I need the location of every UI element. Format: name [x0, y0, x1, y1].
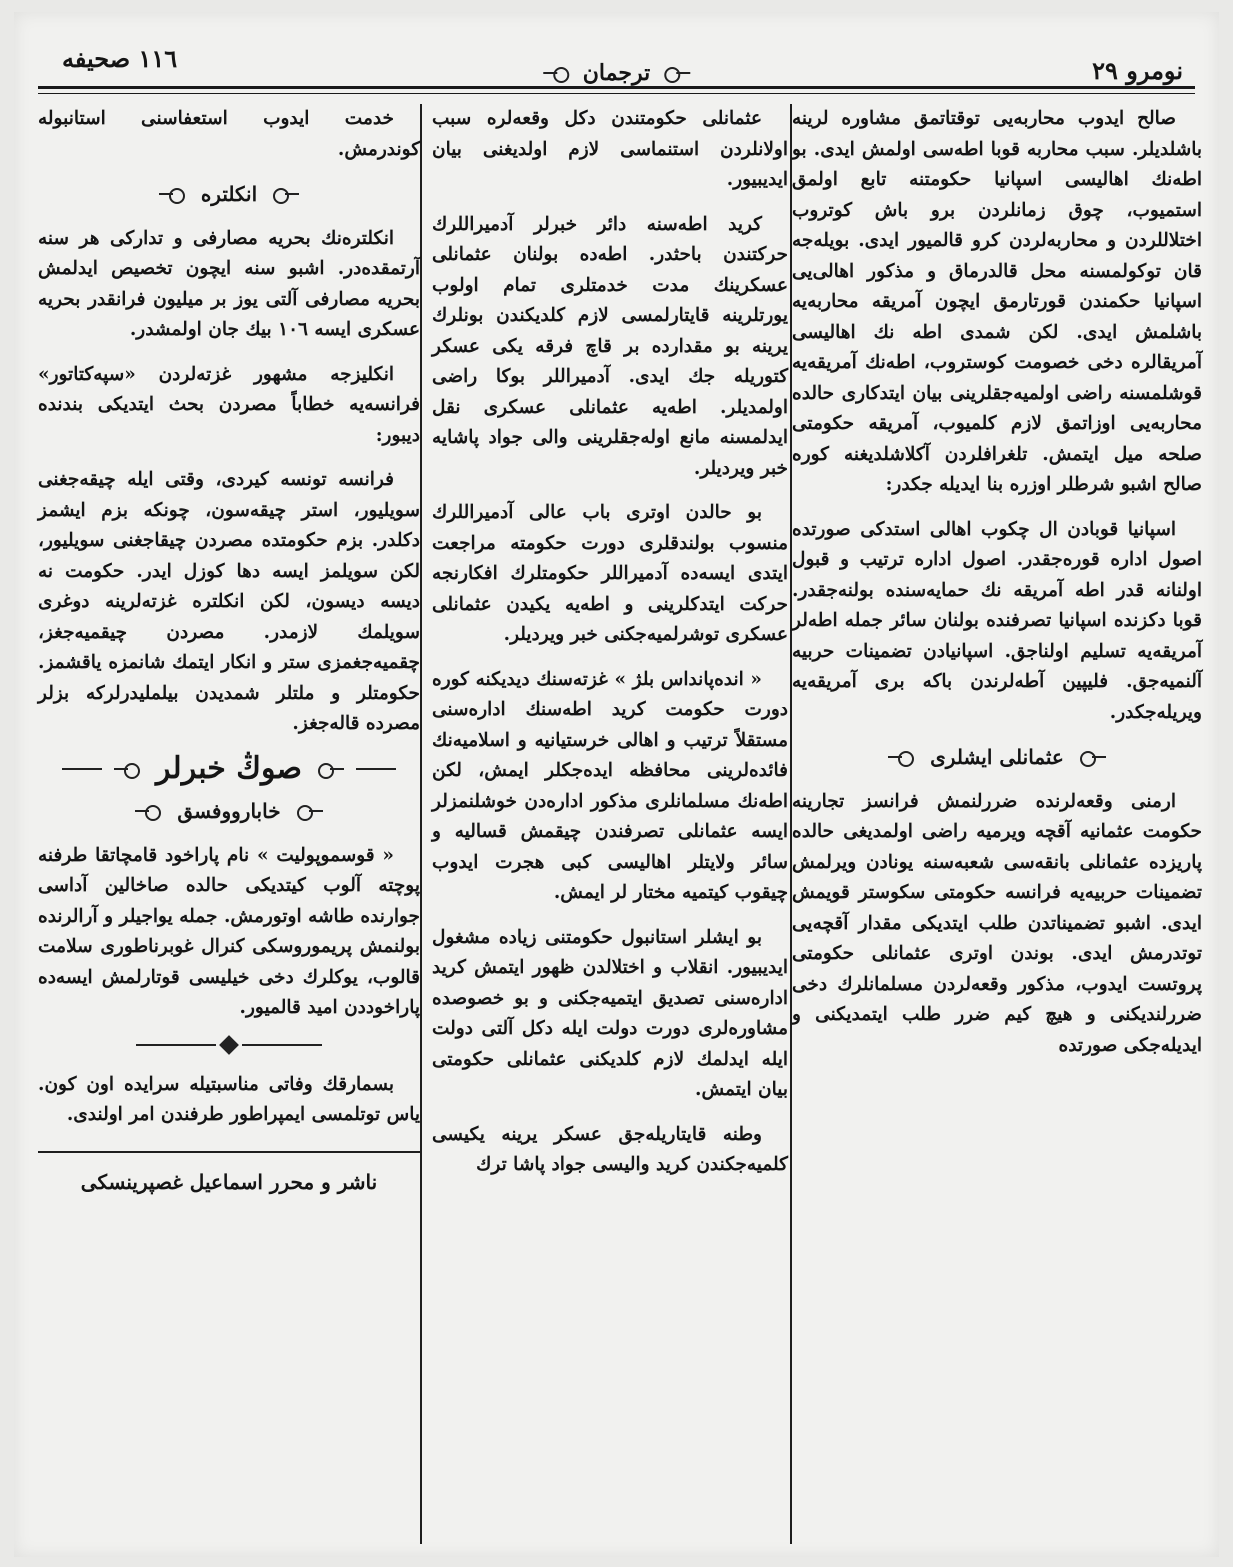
paragraph: انكلتره‌نك بحريه مصارفى و تداركى هر سنه آرتمقده‌در. اشبو سنه ايچون تخصيص ايدلمش بحريه مصارفى آلتى يوز بر ميليون فرانقدر بحريه عسكرى ايسه ١٠٦ بيك جان اولمشدر.	[38, 227, 420, 340]
paragraph: وطنه قايتاريله‌جق عسكر يرينه يكيسى كلميه‌جكندن كريد واليسى جواد پاشا ترك	[432, 1123, 788, 1175]
paragraph: « انده‌پانداس بلژ » غزته‌سنك ديديكنه كوره دورت حكومت كريد اطه‌سنك اداره‌سنى مستقلاً ترتيب و اهالى خرستيانيه و اسلاميه‌نك فائده‌لرينى محافظه ايده‌جكلر ايمش، لكن اطه‌نك مسلمانلرى مذكور اداره‌دن خوشلنمزلر ايسه عثمانلى تصرفندن چيقمش قساليه و سائر ولايتلر اهاليسى كبى هجرت ايدوب چيقوب كيتميه مختار لر ايمش.	[432, 668, 788, 903]
paragraph: ارمنى وقعه‌لرنده ضررلنمش فرانسز تجارينه حكومت عثمانيه آقچه ويرميه راضى اولمديغى حالده پاريزده عثمانلى بانقه‌سى شعبه‌سنه يونادن ويرلمش تضمينات حربيه‌يه فرانسه حكومتى سكوستر قويمش ايدى. اشبو تضميناتدن طلب ايتديكى مقدار آقچه‌يى توتدرمش ايدى. بوندن اوترى عثمانلى حكومتى پروتست ايدوب، مذكور وقعه‌لردن مسلمانلرك دخى ضررلنديكنى و هيچ كيم ضرر طلب ايتمديكنى و ايديله‌جكى صورتده	[792, 790, 1202, 1056]
ornament-icon	[314, 762, 344, 776]
page-header	[44, 40, 1189, 90]
heading-line	[356, 768, 396, 770]
footer-rule	[38, 1151, 420, 1153]
heading-line	[62, 768, 102, 770]
ornament-icon	[159, 187, 189, 201]
diamond-icon	[219, 1035, 239, 1055]
section-title: عثمانلى ايشلرى	[930, 745, 1064, 769]
section-title: خابارووفسق	[177, 799, 281, 823]
paragraph: كريد اطه‌سنه دائر خبرلر آدميراللرك حركتندن باحثدر. اطه‌ده بولنان عثمانلى عسكرينك مدت خدمتلرى تمام اولوب يورتلرينه قايتارلمسى لازم كلديكندن بونلرك يرينه بو مقدارده بر قاچ فرقه يكى عسكر كتوريله جك ايدى. آدميراللر بوكا راضى اولمديلر. اطه‌يه عثمانلى عسكرى نقل ايدلمسنه مانع اوله‌جقلرينى والى جواد پاشايه خبر ويرديلر.	[432, 213, 788, 479]
section-heading	[38, 179, 420, 210]
section-title: صوڭ خبرلر	[156, 750, 302, 786]
column-middle	[432, 104, 788, 1544]
paragraph: بسمارقك وفاتى مناسبتيله سرايده اون كون. ياس توتلمسى ايمپراطور طرفندن امر اولندى.	[38, 1073, 420, 1125]
masthead	[543, 60, 690, 86]
paragraph: بو حالدن اوترى باب عالى آدميراللرك منسوب بولندقلرى دورت حكومته مراجعت ايتدى ايسه‌ده آدميراللر حكومتلرك افكارنجه حركت ايتدكلرينى و اطه‌يه يكيدن عثمانلى عسكرى توشرلميه‌جكنى خبر ويرديلر.	[432, 502, 788, 645]
column-left	[38, 104, 420, 1544]
paragraph: « قوسموپوليت » نام پاراخود قامچاتقا طرفنه پوچته آلوب كيتديكى حالده صاخالين آداسى جوارنده طاشه اوتورمش. جمله يواجيلر و آرالرنده بولنمش پريموروسكى كنرال غوبرناطورى سلامت قالوب، يوكلرك دخى خيليسى قوتارلمش ايسه‌ده پاراخوددن اميد قالميور.	[38, 844, 420, 1018]
section-heading	[38, 796, 420, 827]
ornament-icon	[1076, 750, 1106, 764]
paragraph: اسپانيا قوبادن ال چكوب اهالى استدكى صورتده اصول اداره قوره‌جقدر. اصول اداره ترتيب و قبول اولنانه قدر اطه آمريقه نك حمايه‌سنده بولنه‌جقدر. قوبا دكزنده اسپانيا تصرفنده بولنان سائر جمله اطه‌لر آمريقه‌يه تسليم اولناجق. اسپانيادن تضمينات حربيه آلنميه‌جق. فليپين آطه‌لرندن باكه برى آمريقه‌يه ويريله‌جكدر.	[792, 518, 1202, 723]
publisher-credit: ناشر و محرر اسماعيل غصپرينسكى	[80, 1169, 378, 1194]
paragraph: عثمانلى حكومتندن دكل وقعه‌لره سبب اولانلردن استنماسى لازم اولديغنى بيان ايديبيور.	[432, 108, 788, 190]
column-right	[792, 104, 1202, 1544]
separator-line	[136, 1044, 216, 1046]
newspaper-sheet	[14, 12, 1219, 1557]
ornament-icon	[114, 762, 144, 776]
section-heading	[792, 742, 1202, 773]
separator-line	[242, 1044, 322, 1046]
ornament-icon	[135, 804, 165, 818]
ornament-icon	[888, 750, 918, 764]
ornament-icon	[543, 66, 573, 80]
paragraph: انكليزجه مشهور غزته‌لردن «سپه‌كتاتور» فرانسه‌يه خطاباً مصردن بحث ايتديكى بندنده ديبور:	[38, 363, 420, 446]
paragraph: فرانسه تونسه كيردى، وقتى ايله چيقه‌جغنى سويليور، استر چيقه‌سون، چونكه بزم ايشمز دكلدر. بزم حكومتده مصردن چيقاجغنى سويليور، لكن سويلمز ايسه دها كوزل ايدر. حكومت نه ديسه ديسون، لكن انكلتره غزته‌لرينه دوغرى سويلمك لازمدر. مصردن چيقميه‌جغز، چقميه‌جغمزى ستر و انكار ايتمك شانمزه ياقشمز. حكومتلر و ملتلر شمديدن بيلمليدرلركه بزلر مصرده قاله‌جغز.	[38, 469, 420, 734]
section-heading	[38, 750, 420, 786]
masthead-title: ترجمان	[582, 60, 651, 86]
section-title: انكلتره	[200, 182, 258, 206]
paragraph: صالح ايدوب محاربه‌يى توقتاتمق مشاوره لرينه باشلديلر. سبب محاربه قوبا اطه‌سى اولمش ايدى. بو اطه‌نك اهاليسى اسپانيا حكومتنه تابع اولمق استميوب، چوق زمانلردن برو باش كوتروب اختلاللردن و محاربه‌لردن كرو قالميور ايدى. بويله‌جه قان توكولمسنه محل قالدرماق و مذكور اهالى‌يى اسپانيا حكمندن قورتارمق ايچون آمريقه محاربه‌يه باشلمش ايدى. لكن شمدى اطه نك اهاليسى آمريقالره دخى خصومت كوستروب، اطه‌نك آمريقه‌يه قوشلمسنه راضى اولميه‌جقلرينى بيان ايتدكارى حالده محاربه‌يى اوزاتمق لازم كلميوب، آمريقه حكومتى صلحه ميل ايتمش. تلغرافلردن آكلاشلديغنه كوره صالح اشبو شرطلر اوزره بنا ايديله جكدر:	[792, 108, 1202, 495]
ornament-icon	[269, 187, 299, 201]
ornament-icon	[293, 804, 323, 818]
paragraph: بو ايشلر استانبول حكومتنى زياده مشغول ايديبيور. انقلاب و اختلالدن ظهور ايتمش كريد اداره‌سنى تصديق ايتميه‌جكنى و بو خصوصده مشاوره‌لرى دورت دولت ايله دكل آلتى دولت ايله ايدلمك لازم كلديكنى عثمانلى حكومتى بيان ايتمش.	[432, 926, 788, 1100]
separator	[38, 1038, 420, 1052]
paragraph: خدمت ايدوب استعفاسنى استانبوله كوندرمش.	[38, 108, 420, 160]
page-number: ١١٦ صحيفه	[62, 44, 178, 73]
header-rule	[38, 86, 1195, 89]
ornament-icon	[660, 66, 690, 80]
column-divider	[420, 104, 422, 1544]
issue-number: نومرو ٢٩	[1092, 56, 1183, 85]
